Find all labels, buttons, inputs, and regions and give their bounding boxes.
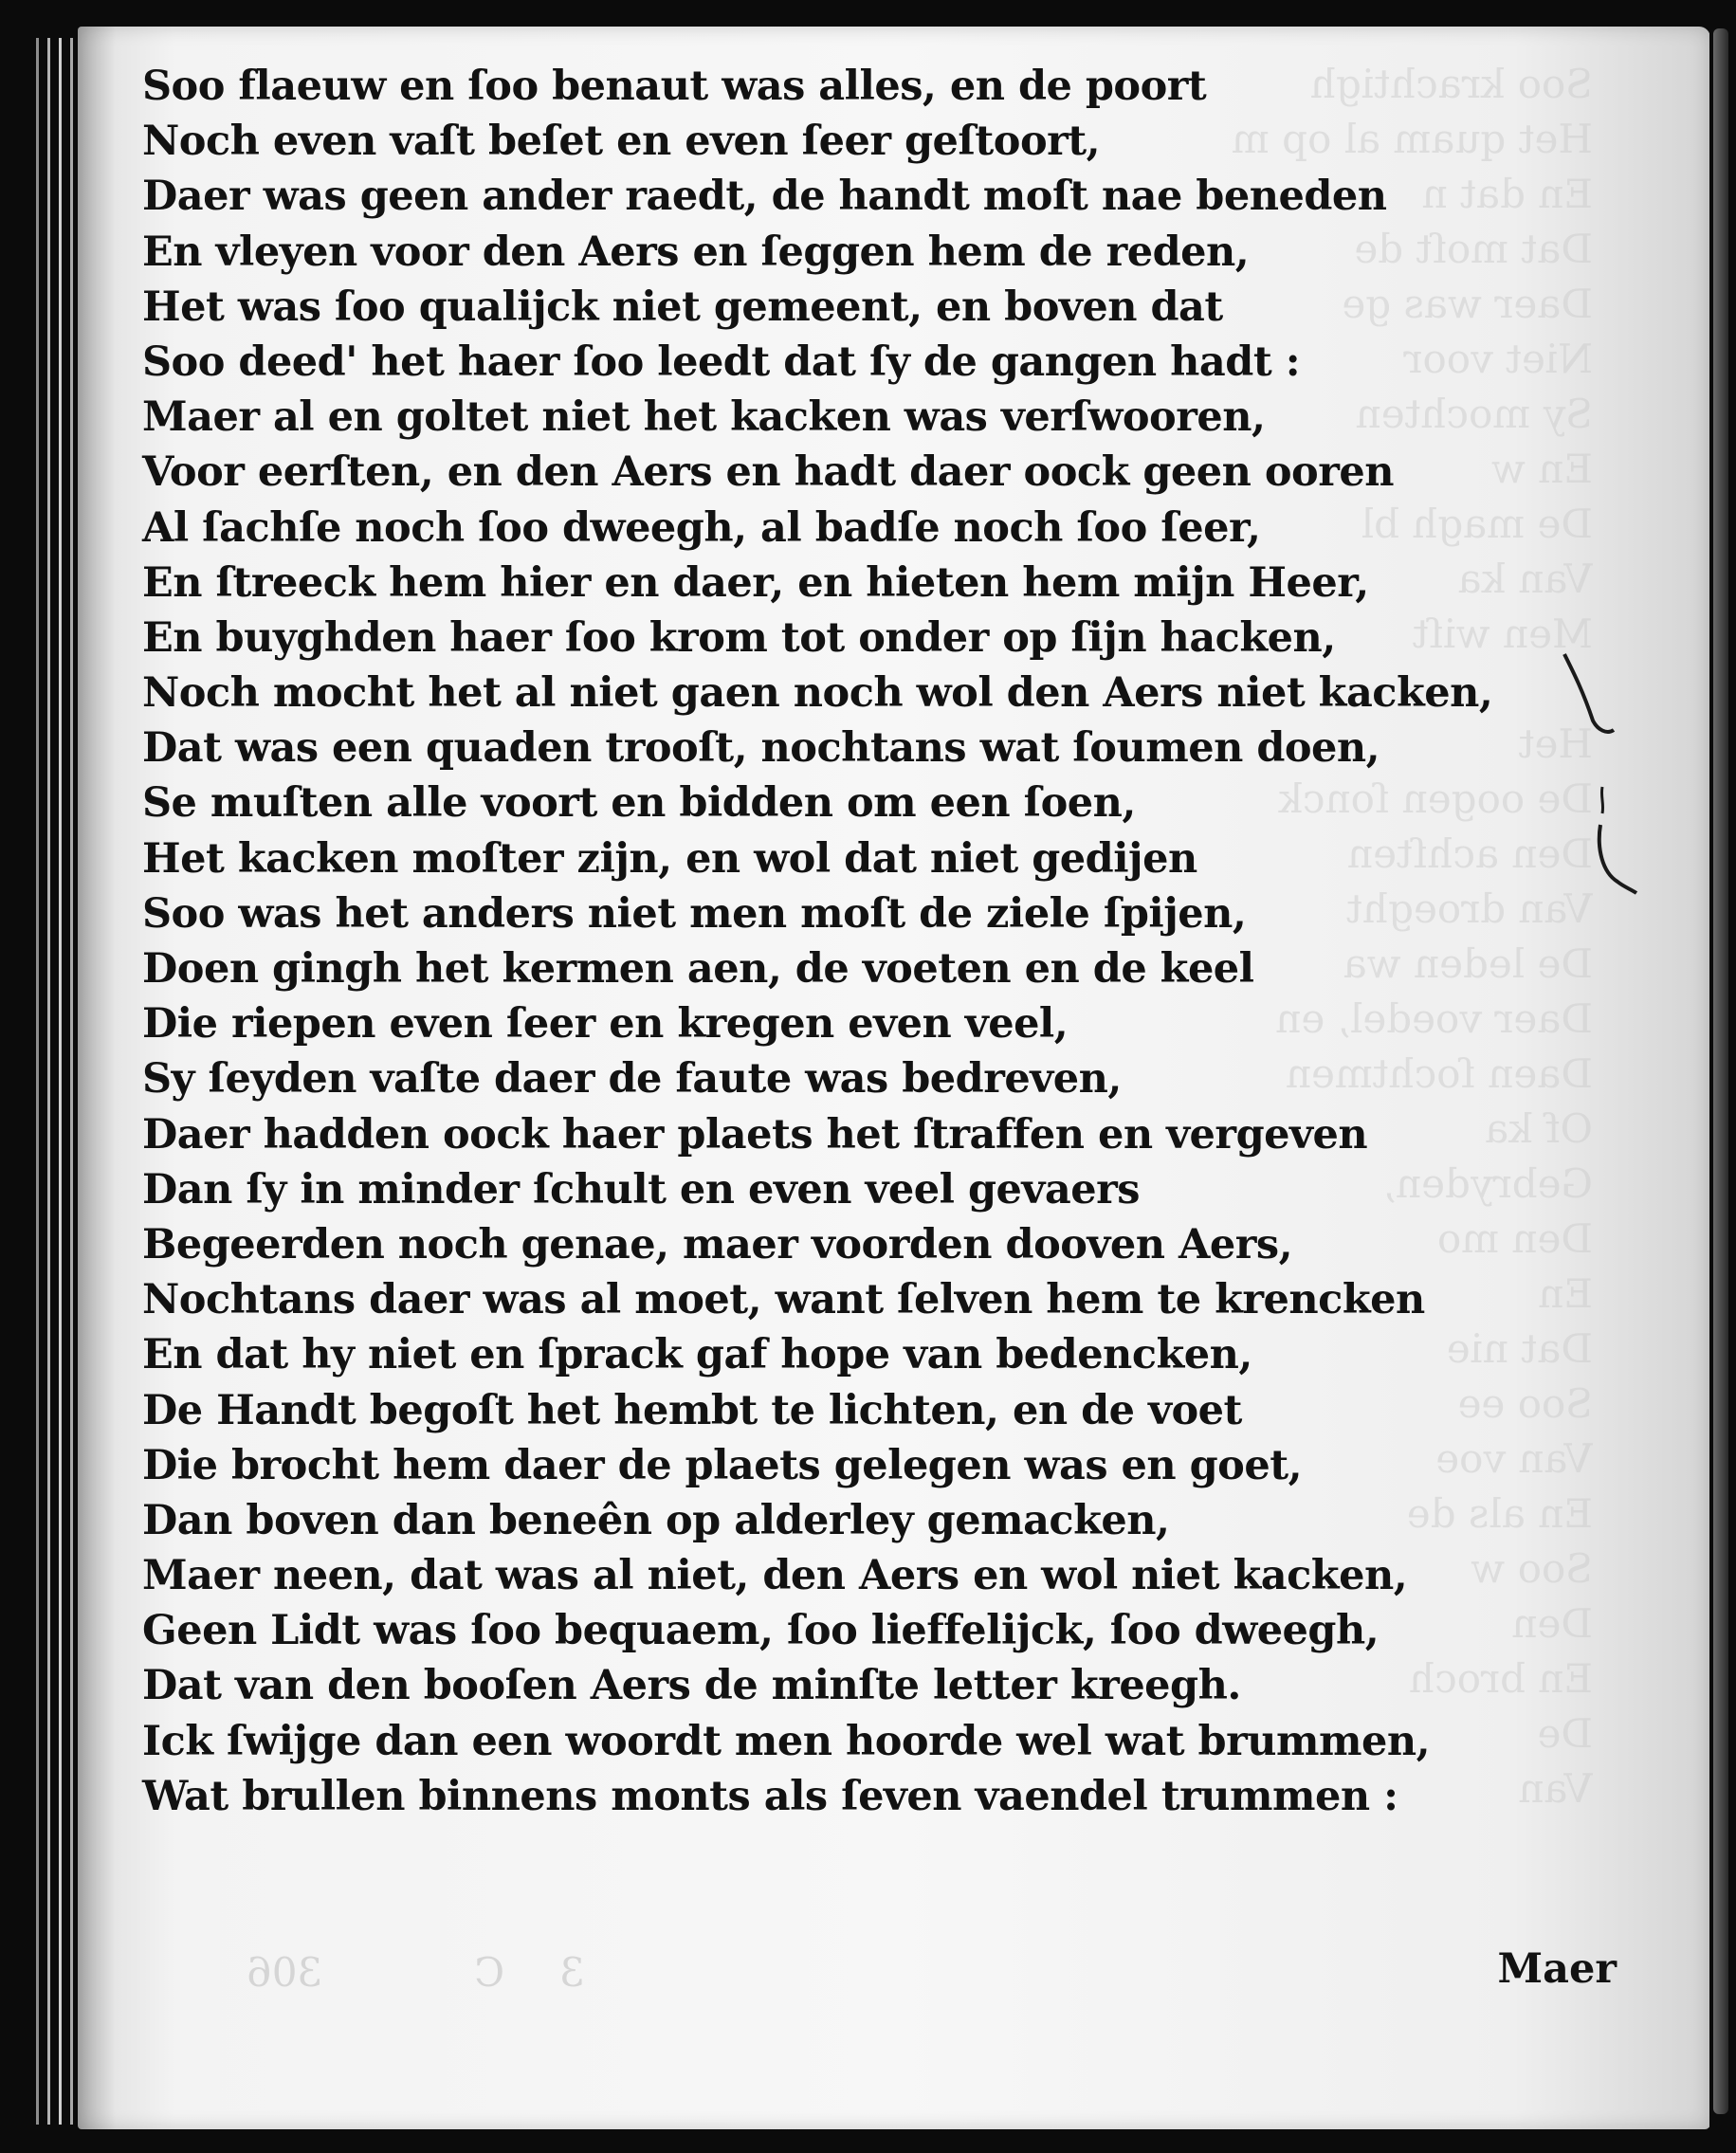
verse-block <box>142 59 1621 1824</box>
verse-line: Daer was geen ander raedt, de handt moſt nae beneden <box>142 173 1387 221</box>
bleed-line: En als de <box>1406 1490 1593 1537</box>
verse-line: Dan boven dan beneên op alderley gemacken, <box>142 1496 1170 1544</box>
bleed-line: De <box>1537 1710 1593 1757</box>
bleed-line: Of ka <box>1485 1105 1593 1152</box>
bleed-line: Van ka <box>1457 556 1593 602</box>
page-edge <box>70 38 73 2125</box>
verse-line: Die riepen even ſeer en kregen even veel, <box>142 1000 1069 1049</box>
bleed-line: Soo krachtigh <box>1309 61 1593 107</box>
bleed-line: De oogen ſonck <box>1278 775 1593 822</box>
bleed-line: Men wiſt <box>1412 611 1593 657</box>
verse-line: Soo flaeuw en ſoo benaut was alles, en de poort <box>142 63 1207 110</box>
verse-line: En dat hy niet en ſprack gaf hope van bedencken, <box>142 1331 1252 1379</box>
bleed-line: En <box>1538 1270 1593 1317</box>
verse-line: Soo deed' het haer ſoo leedt dat ſy de gangen hadt : <box>142 338 1301 386</box>
bleed-line: Daen ſochtmen <box>1286 1050 1593 1097</box>
bleed-line: Het <box>1518 721 1593 767</box>
verso-page-number: 306 <box>247 1949 323 1996</box>
verse-line: Het was ſoo qualijck niet gemeent, en boven dat <box>142 283 1223 331</box>
bleed-line: Den <box>1511 1600 1593 1647</box>
verse-line: En ſtreeck hem hier en daer, en hieten hem mijn Heer, <box>142 558 1369 607</box>
verse-line: Dat was een quaden trooſt, nochtans wat ſoumen doen, <box>142 724 1380 773</box>
verse-line: Dan ſy in minder ſchult en even veel gevaers <box>142 1165 1140 1213</box>
verse-line: Geen Lidt was ſoo bequaem, ſoo lieffelijck, ſoo dweegh, <box>142 1607 1380 1655</box>
verse-line: De Handt begoſt het hembt te lichten, en de voet <box>142 1386 1242 1434</box>
verse-line: En buyghden haer ſoo krom tot onder op ſijn hacken, <box>142 613 1336 662</box>
verse-line: Doen gingh het kermen aen, de voeten en de keel <box>142 945 1254 993</box>
verse-line: Noch mocht het al niet gaen noch wol den Aers niet kacken, <box>142 669 1493 718</box>
pencil-annotation <box>1555 645 1669 929</box>
verse-line: Se muſten alle voort en bidden om een ſoen, <box>142 779 1136 828</box>
bleed-line: Het quam al op m <box>1231 116 1593 162</box>
verse-line: Begeerden noch genae, maer voorden dooven Aers, <box>142 1220 1293 1268</box>
page-edge <box>36 38 39 2125</box>
verse-line: Voor eerſten, en den Aers en hadt daer oock geen ooren <box>142 448 1394 497</box>
verse-line: Maer al en goltet niet het kacken was verſwooren, <box>142 393 1266 442</box>
bleed-line: Van droeght <box>1346 885 1593 932</box>
bleed-line: Van voe <box>1435 1435 1593 1482</box>
bleed-line: De leden wa <box>1343 940 1593 987</box>
page-edge <box>59 38 62 2125</box>
verse-line: En vleyen voor den Aers en ſeggen hem de reden, <box>142 228 1250 276</box>
bleed-line: En w <box>1490 446 1593 492</box>
verse-line: Al ſachſe noch ſoo dweegh, al badſe noch ſoo ſeer, <box>142 503 1261 552</box>
bleed-line: Den achſten <box>1347 830 1593 877</box>
facing-page-edge <box>1713 28 1728 2114</box>
bleed-line: Gebryden, <box>1382 1160 1593 1207</box>
bleed-line: Dat moſt de <box>1354 226 1593 272</box>
verso-signature-letter: C <box>474 1949 505 1996</box>
verso-signature-number: 3 <box>559 1949 585 1996</box>
verse-line: Dat van den booſen Aers de minſte letter kreegh. <box>142 1662 1241 1710</box>
bleed-line: Daer was ge <box>1342 281 1593 327</box>
verse-line: Soo was het anders niet men moſt de ziele ſpijen, <box>142 889 1247 938</box>
bleed-line: Van <box>1518 1765 1593 1812</box>
bleed-line: De magh bl <box>1361 501 1593 547</box>
verse-line: Het kacken moſter zijn, en wol dat niet gedijen <box>142 834 1197 883</box>
right-margin-shadow <box>1709 0 1736 2153</box>
page-edge <box>47 38 50 2125</box>
bleed-line: Soo w <box>1471 1545 1593 1592</box>
bleed-line: Den mo <box>1436 1215 1593 1262</box>
bleed-line: Daer voedel, en <box>1275 995 1593 1042</box>
bleed-line: En broch <box>1409 1655 1593 1702</box>
verse-line: Maer neen, dat was al niet, den Aers en wol niet kacken, <box>142 1552 1408 1600</box>
verse-line: Sy ſeyden vaſte daer de faute was bedreven, <box>142 1055 1122 1104</box>
bleed-line: En dat n <box>1421 171 1593 217</box>
bleed-line: Dat nie <box>1446 1325 1593 1372</box>
verse-line: Nochtans daer was al moet, want ſelven hem te krencken <box>142 1276 1425 1324</box>
bleed-line: Sy mochten <box>1355 391 1593 437</box>
bleed-line: Soo ee <box>1457 1380 1593 1427</box>
gutter-shadow <box>78 27 116 2129</box>
verse-line: Wat brullen binnens monts als ſeven vaendel trummen : <box>142 1772 1398 1820</box>
verse-line: Ick ſwijge dan een woordt men hoorde wel wat brummen, <box>142 1717 1431 1765</box>
catchword: Maer <box>1497 1945 1617 1993</box>
verse-line: Die brocht hem daer de plaets gelegen was en goet, <box>142 1441 1303 1489</box>
bleed-line: Niet voor <box>1403 336 1593 382</box>
verse-line: Daer hadden oock haer plaets het ſtraffen en vergeven <box>142 1110 1368 1159</box>
verse-line: Noch even vaſt beſet en even ſeer geſtoort, <box>142 118 1101 166</box>
